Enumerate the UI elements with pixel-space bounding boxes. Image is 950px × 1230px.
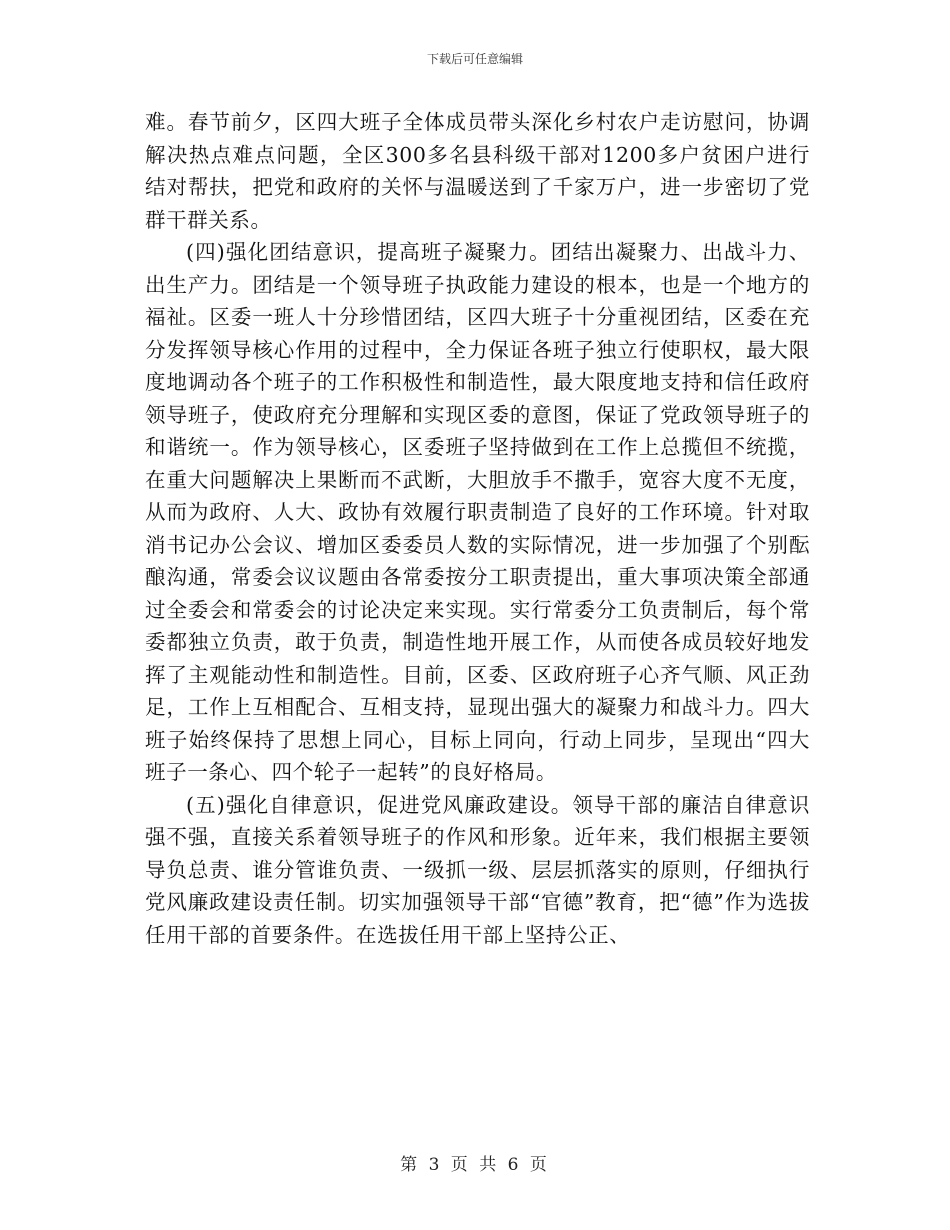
paragraph-2: (四)强化团结意识，提高班子凝聚力。团结出凝聚力、出战斗力、出生产力。团结是一个领导班子执政能力建设的根本，也是一个地方的福祉。区委一班人十分珍惜团结，区四大班子十分重视团结，区委在充分发挥领导核心作用的过程中，全力保证各班子独立行使职权，最大限度地调动各个班子的工作积极性和制造性，最大限度地支持和信任政府领导班子，使政府充分理解和实现区委的意图，保证了党政领导班子的和谐统一。作为领导核心，区委班子坚持做到在工作上总揽但不统揽，在重大问题解决上果断而不武断，大胆放手不撒手，宽容大度不无度，从而为政府、人大、政协有效履行职责制造了良好的工作环境。针对取消书记办公会议、增加区委委员人数的实际情况，进一步加强了个别酝酿沟通，常委会议议题由各常委按分工职责提出，重大事项决策全部通过全委会和常委会的讨论决定来实现。实行常委分工负责制后，每个常委都独立负责，敢于负责，制造性地开展工作，从而使各成员较好地发挥了主观能动性和制造性。目前，区委、区政府班子心齐气顺、风正劲足，工作上互相配合、互相支持，显现出强大的凝聚力和战斗力。四大班子始终保持了思想上同心，目标上同向，行动上同步，呈现出“四大班子一条心、四个轮子一起转”的良好格局。 <box>145 240 810 784</box>
paragraph-3: (五)强化自律意识，促进党风廉政建设。领导干部的廉洁自律意识强不强，直接关系着领导班子的作风和形象。近年来，我们根据主要领导负总责、谁分管谁负责、一级抓一级、层层抓落实的原则，仔细执行党风廉政建设责任制。切实加强领导干部“官德”教育，把“德”作为选拔任用干部的首要条件。在选拔任用干部上坚持公正、 <box>145 792 810 947</box>
page-number-footer: 第 3 页 共 6 页 <box>400 1155 550 1175</box>
page-header-note: 下载后可任意编辑 <box>426 52 523 66</box>
document-body <box>145 106 810 951</box>
paragraph-1: 难。春节前夕，区四大班子全体成员带头深化乡村农户走访慰问，协调解决热点难点问题，全区300多名县科级干部对1200多户贫困户进行结对帮扶，把党和政府的关怀与温暖送到了千家万户，进一步密切了党群干群关系。 <box>145 110 810 232</box>
